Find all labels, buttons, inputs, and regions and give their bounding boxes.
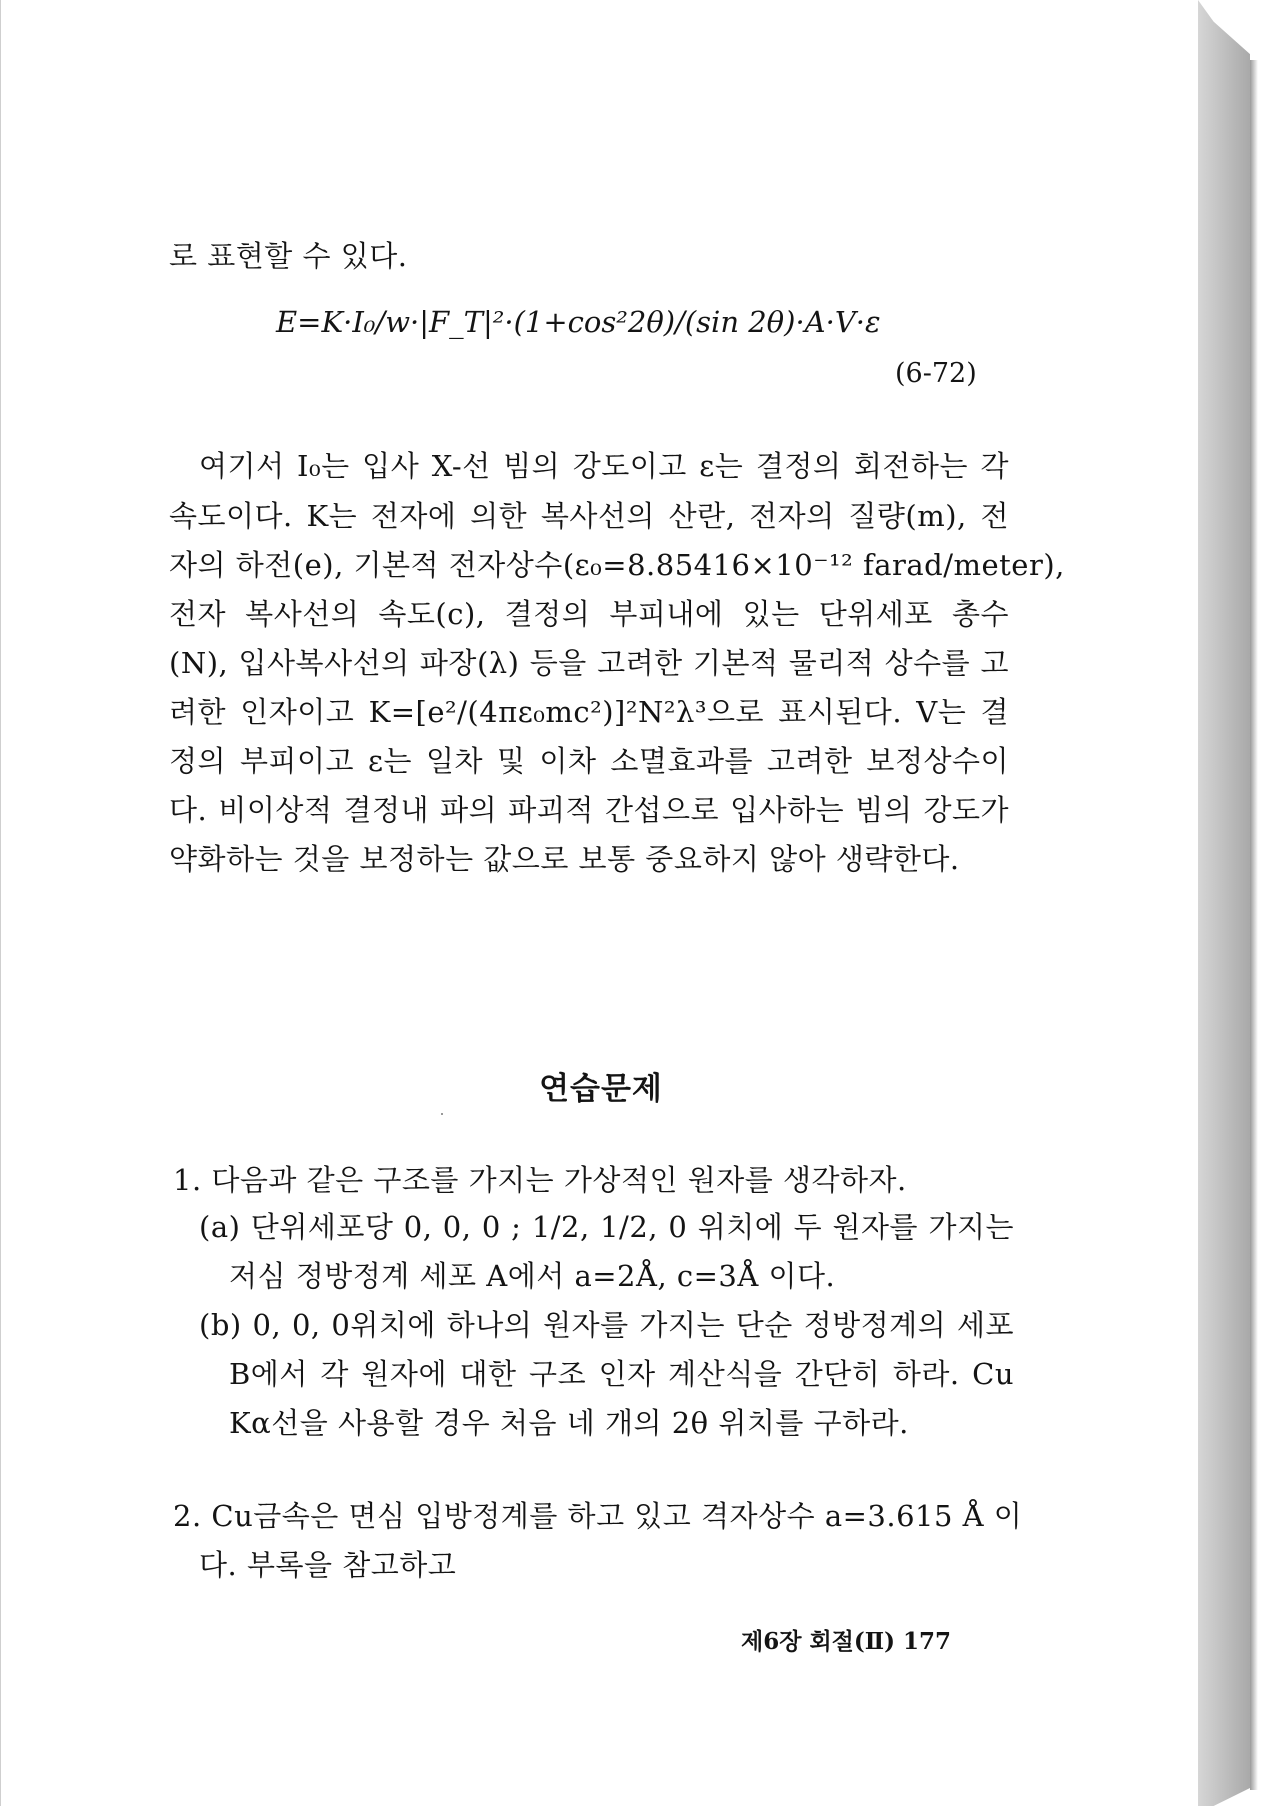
paragraph-line: 다. 비이상적 결정내 파의 파괴적 간섭으로 입사하는 빔의 강도가 — [169, 793, 1009, 827]
exercise-2-line: 2. Cu금속은 면심 입방정계를 하고 있고 격자상수 a=3.615 Å 이 — [173, 1499, 1023, 1533]
exercise-2-line: 다. 부록을 참고하고 — [199, 1548, 457, 1582]
paragraph-line: 려한 인자이고 K=[e²/(4πε₀mc²)]²N²λ³으로 표시된다. V는 결 — [169, 695, 1009, 729]
paragraph-line: (N), 입사복사선의 파장(λ) 등을 고려한 기본적 물리적 상수를 고 — [169, 646, 1009, 680]
exercise-1-question: 1. 다음과 같은 구조를 가지는 가상적인 원자를 생각하자. — [173, 1163, 907, 1197]
paragraph-line: 자의 하전(e), 기본적 전자상수(ε₀=8.85416×10⁻¹² farad/meter), — [169, 548, 1065, 582]
exercise-1b-line: B에서 각 원자에 대한 구조 인자 계산식을 간단히 하라. Cu — [229, 1357, 1014, 1391]
paragraph-line: 속도이다. K는 전자에 의한 복사선의 산란, 전자의 질량(m), 전 — [169, 499, 1009, 533]
book-edge-shadow — [1250, 60, 1258, 1790]
equation-number: (6-72) — [895, 358, 977, 389]
paragraph-line: 전자 복사선의 속도(c), 결정의 부피내에 있는 단위세포 총수 — [169, 597, 1009, 631]
exercise-1a-line: (a) 단위세포당 0, 0, 0 ; 1/2, 1/2, 0 위치에 두 원자를 가지는 — [199, 1210, 1014, 1244]
exercise-1b-line: (b) 0, 0, 0위치에 하나의 원자를 가지는 단순 정방정계의 세포 — [199, 1308, 1014, 1342]
paragraph-line: 정의 부피이고 ε는 일차 및 이차 소멸효과를 고려한 보정상수이 — [169, 744, 1009, 778]
book-page-edge — [1198, 0, 1250, 1806]
paragraph-line: 여기서 I₀는 입사 X-선 빔의 강도이고 ε는 결정의 회전하는 각 — [199, 449, 1009, 483]
page-footer: 제6장 회절(Ⅱ) 177 — [741, 1628, 952, 1655]
intro-line: 로 표현할 수 있다. — [169, 239, 408, 273]
formula-6-72: E=K·I₀/w·|F_T|²·(1+cos²2θ)/(sin 2θ)·A·V·ε — [276, 305, 881, 339]
paragraph-line: 약화하는 것을 보정하는 값으로 보통 중요하지 않아 생략한다. — [169, 842, 960, 876]
scan-speck — [441, 1113, 443, 1115]
exercises-heading: 연습문제 — [539, 1071, 663, 1107]
exercise-1a-line: 저심 정방정계 세포 A에서 a=2Å, c=3Å 이다. — [229, 1259, 836, 1293]
exercise-1b-line: Kα선을 사용할 경우 처음 네 개의 2θ 위치를 구하라. — [229, 1406, 909, 1440]
